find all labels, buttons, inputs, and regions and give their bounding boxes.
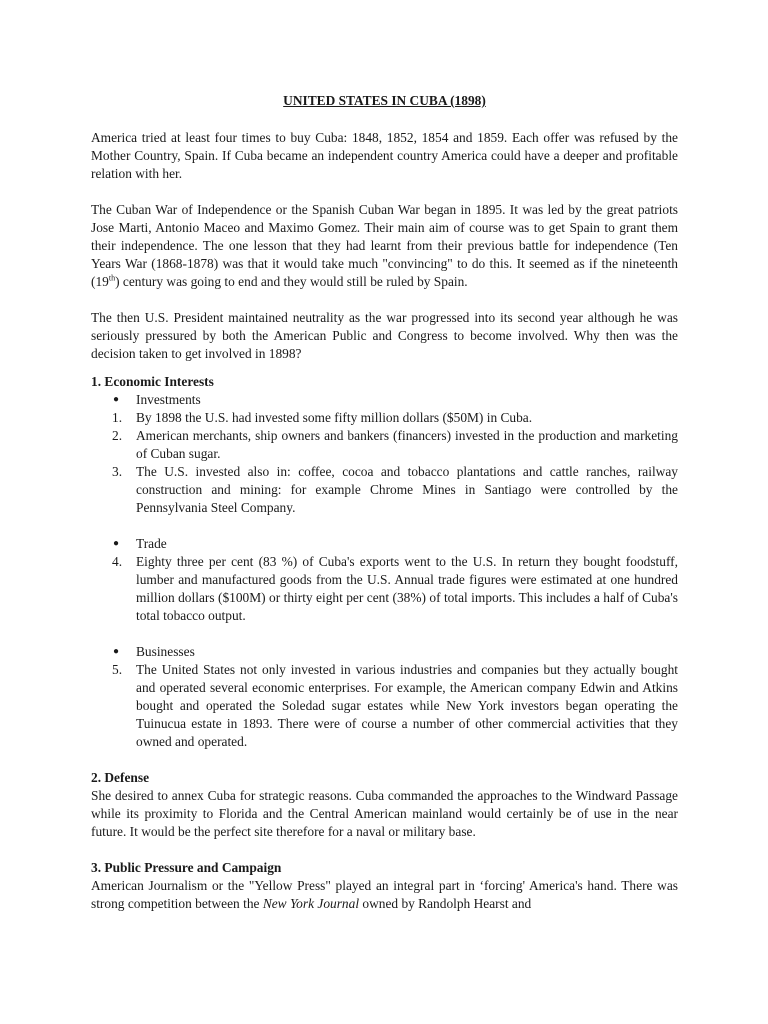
spacer bbox=[91, 625, 678, 643]
intro-paragraph-2-end: ) century was going to end and they would still be ruled by Spain. bbox=[115, 274, 468, 289]
document-title: UNITED STATES IN CUBA (1898) bbox=[283, 93, 486, 108]
list-text: Eighty three per cent (83 %) of Cuba's exports went to the U.S. In return they bought foodstuff, lumber and manufactured goods from the U.S. Annual trade figures were estimated at one hundred million dollars ($100M) or thirty eight per cent (38%) of total imports. This includes a half of Cuba's total tobacco output. bbox=[136, 554, 678, 623]
list-text: American merchants, ship owners and bankers (financers) invested in the production and marketing of Cuban sugar. bbox=[136, 428, 678, 461]
section-heading-public-pressure: 3. Public Pressure and Campaign bbox=[91, 860, 282, 875]
bullet-trade bbox=[91, 535, 678, 553]
public-pressure-text-a: American Journalism or the "Yellow Press" played an integral part in ‘forcing' America's hand. There was strong competition between the bbox=[91, 878, 678, 911]
list-number: 4. bbox=[112, 554, 123, 569]
bullet-marker: ● bbox=[113, 646, 120, 657]
intro-paragraph-3: The then U.S. President maintained neutrality as the war progressed into its second year although he was seriously pressured by both the American Public and Congress to become involved. Why then was the decision taken to get involved in 1898? bbox=[91, 310, 678, 361]
bullet-marker: ● bbox=[113, 394, 120, 405]
list-number: 5. bbox=[112, 662, 123, 677]
bullet-marker: ● bbox=[113, 538, 120, 549]
spacer bbox=[91, 517, 678, 535]
bullet-investments bbox=[91, 391, 678, 409]
ordinal-superscript: th bbox=[108, 273, 116, 283]
bullet-label: Investments bbox=[136, 392, 201, 407]
public-pressure-paragraph bbox=[91, 877, 678, 913]
bullet-label: Businesses bbox=[136, 644, 195, 659]
bullet-label: Trade bbox=[136, 536, 167, 551]
list-item bbox=[91, 553, 678, 625]
list-number: 1. bbox=[112, 410, 123, 425]
list-item bbox=[91, 427, 678, 463]
newspaper-title: New York Journal bbox=[262, 896, 360, 911]
list-text: By 1898 the U.S. had invested some fifty million dollars ($50M) in Cuba. bbox=[136, 410, 533, 425]
list-number: 2. bbox=[112, 428, 123, 443]
defense-paragraph: She desired to annex Cuba for strategic reasons. Cuba commanded the approaches to the Windward Passage while its proximity to Florida and the Central American mainland would certainly be of use in the near future. It would be the perfect site therefore for a naval or military base. bbox=[91, 788, 678, 839]
section-heading-economic: 1. Economic Interests bbox=[91, 374, 214, 389]
bullet-businesses bbox=[91, 643, 678, 661]
list-item bbox=[91, 661, 678, 751]
intro-paragraph-2 bbox=[91, 201, 678, 291]
intro-paragraph-1: America tried at least four times to buy Cuba: 1848, 1852, 1854 and 1859. Each offer was refused by the Mother Country, Spain. If Cuba became an independent country America could have a deeper and profitable relation with her. bbox=[91, 130, 678, 181]
list-item bbox=[91, 463, 678, 517]
section-heading-defense: 2. Defense bbox=[91, 770, 150, 785]
public-pressure-text-b: owned by Randolph Hearst and bbox=[359, 896, 532, 911]
list-number: 3. bbox=[112, 464, 123, 479]
intro-paragraph-2-text: The Cuban War of Independence or the Spanish Cuban War began in 1895. It was led by the great patriots Jose Marti, Antonio Maceo and Maximo Gomez. Their main aim of course was to get Spain to grant them their independence. The one lesson that they had learnt from their previous battle for independence (Ten Years War (1868-1878) was that it would take much "convincing" to do this. It seemed as if the nineteenth (19 bbox=[91, 202, 678, 289]
list-text: The United States not only invested in various industries and companies but they actually bought and operated several economic enterprises. For example, the American company Edwin and Atkins bought and operated the Soledad sugar estates while New York investors began operating the Tuinucua estate in 1893. There were of course a number of other commercial activities that they owned and operated. bbox=[136, 662, 678, 749]
list-item bbox=[91, 409, 678, 427]
document-body bbox=[91, 92, 678, 913]
spacer bbox=[91, 751, 678, 769]
list-text: The U.S. invested also in: coffee, cocoa and tobacco plantations and cattle ranches, railway construction and mining: for example Chrome Mines in Santiago were controlled by the Pennsylvania Steel Company. bbox=[136, 464, 678, 515]
